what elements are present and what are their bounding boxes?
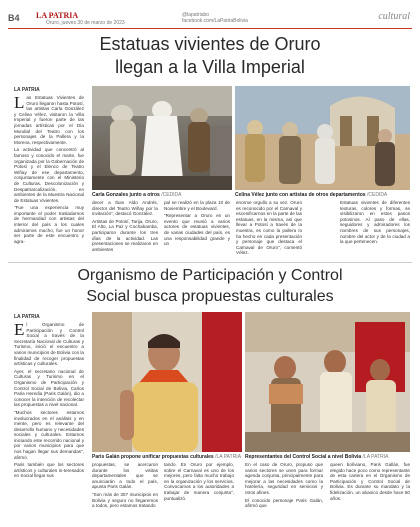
story1-col3 [164,200,230,258]
story1-kicker: LA PATRIA [14,87,40,93]
statues-photo-graphic [92,86,232,190]
story2-col1-p3: "Muchos sectores estamos involucrados en el análisis y en mente, pero es relevante del desarrollo humano y necesidades sociales y culturales. Estamos iniciando este recorrido nacional y por varios municipios para que nos hagan llegar sus demandas", afirmó. [14,409,84,460]
caption-4-text: Representantes del Control Social a nivel Bolivia [245,454,362,460]
story1-col2-p1: decer a Iban Aldo Andrés, director del Teatro Wiñay por la invitación", destacó González. [92,200,158,217]
story1-col2-p2: Artistas de Potosí, Tarija, Oruro, El Alto, La Paz y Cochabamba, participaron durante los tres días de la actividad. Las presentaciones se realizaron en ambientes [92,218,158,252]
story1-col5-p1: Estatuas vivientes de diferentes texturas, colores y formas, se visibilizaron en estos pasos potosinos. Al paso de ellas, seguidores y admiradores los nombres de sus personajes, nombre del actor y de la ciudad a la que pertenecen. [340,200,410,245]
story2-col5-p1: queen bolíviano, Paris Gallán, fue elegido hace poco como representante de esta cartera en el Organismo de Participación y Control Social de Bolivia. Es durante su mandato y la fidelización, un abanico desde hace 50 años. [330,462,410,501]
story1-col3-p1: pal se realizó en la plaza 10 de Noviembre y el Boulevard. [164,200,230,211]
story1-photo-1 [92,86,232,190]
story2-col4-p2: El conocido personaje Paris Galán, afirmó que [245,497,323,509]
issue-date: Oruro, jueves 30 de marzo de 2023 [46,20,125,26]
story1-col1-p3: "Fue una experiencia muy importante el poder trasladarnos de hermandad con artistas del interior del país a los cuales admiramos mucho, fue un honor ser parte de este encuentro y agra- [14,205,84,244]
story2-col4-p1: En el caso de Oruro, propuso que varios sectores se unen para formar agenda conjunta, principalmente para mejorar a las necesidades como la hotelería, seguridad en servicios y otros afines. [245,462,323,495]
story-separator [8,262,412,263]
story1-photo-2 [235,86,410,190]
story2-caption-1 [92,454,242,460]
story2-col1 [14,322,84,522]
story2-headline-line2: Social busca propuestas culturales [86,288,334,305]
story2-col1-p4: Paris también que los sectores artísticos y culturales in-teresados en Social llegar sus [14,462,84,479]
story1-col4-p1: enorme orgullo a su vez. Oruro es reconocido por el Carnaval y escenificarnos en la parte de las estatuas, en la misma, así que llevar a Potosí a través de la muestra, es como la pallera lo ha hecho en cada presentación y personaje que destaca el Carnaval de Oruro", comentó Vélez. [236,200,302,256]
story1-dropcap: L [14,95,25,112]
story2-dropcap: E [14,322,25,339]
story2-col5 [330,462,410,524]
caption-2-source: /CEDIDA [366,192,388,198]
social-links [182,12,248,24]
story2-headline-line1: Organismo de Participación y Control [77,267,343,284]
story1-col4 [236,200,302,258]
story1-headline [8,33,412,79]
story2-col2 [92,462,158,524]
section-name: cultural [378,11,410,22]
story2-caption-2 [245,454,410,460]
story1-col3-p2: "Representar a Oruro en un evento que reunió a varios actores de estatuas vivientes, de varias ciudades del país, es una responsabilidad grande y un [164,213,230,247]
story2-col2-p2: "Son más de 307 municipios en Bolivia y seguro no llegaremos a todos, pero estamos tratando [92,491,158,509]
social-facebook: facebook.com/LaPatriaBolivia [182,18,248,24]
control-social-group-photo-graphic [245,312,410,452]
story2-col4 [245,462,323,524]
paris-galan-photo-graphic [92,312,242,452]
caption-4-source: /LA PATRIA [362,454,389,460]
story2-col2-p1: propuestas, se acercaron durante los visitas departamentales que se anunciarán a todo el país, apunta Paris Galán. [92,462,158,490]
story1-caption-2 [235,192,410,198]
story1-col5 [340,200,410,258]
story1-col2 [92,200,158,258]
caption-2-text: Celina Vélez junto con artistas de otros departamentos [235,192,366,198]
story1-headline-line1: Estatuas vivientes de Oruro [99,34,321,54]
story2-photo-1 [92,312,242,452]
caption-1-source: /CEDIDA [161,192,182,198]
social-handle: @lapatriabo [182,12,210,18]
story2-col1-p2: Ayer, el secretario nacional de Culturas y Turismo en el Organismo de Participación y Control Social de Bolivia, Carlos Paria Heredia (Paris Galán), dio a conocer la intención de recolectar las propuestas a nivel nacional. [14,368,84,408]
story2-col3 [164,462,234,524]
story2-kicker: LA PATRIA [14,314,40,320]
story1-col1-p1: as Estatuas Vivientes de Oruro llegaron hasta Potosí, las artistas Carla González y Celina Vélez, visitaron la Villa Imperial y fueron parte de las jornadas artísticas por el Día Mundial del Teatro con los personajes de la Pallera y la Morena, respectivamente. [14,95,84,145]
statues-group-photo-graphic [235,86,410,190]
caption-1-text: Carla Gonzales junto a otros [92,192,160,198]
caption-3-source: /LA PATRIA [215,454,242,460]
story2-photo-2 [245,312,410,452]
page-number: B4 [8,13,20,23]
story2-col3-p1: tando. En Oruro por ejemplo, sobre el Carnaval es uno de los mejores, pero falta mucho trabajo en la organización y los servicios. Convocamos a los autoridades a trabajar de manera conjunta", puntualizó. [164,462,234,501]
story1-headline-line2: llegan a la Villa Imperial [115,57,305,77]
story2-headline [8,265,412,307]
story1-col1-p2: La actividad que concentró al famoso y conocido el marte, fue organizada por la Gobernación de Potosí y el Elenco de Teatro Wiñay de ese departamento, conjuntamente con el Ministerio de Culturas, Descolonización y Despatriarcalización, en ambientes de la Muestra Nacional de Estatuas Vivientes. [14,147,84,203]
newspaper-logo: LA PATRIA [36,11,79,20]
header-rule [8,28,412,29]
story2-col1-p1: l Organismo de Participación y Control Social a través de la Secretaría Nacional de Culturas y Turismo, inició el encuentro a varios municipios de Bolivia con la finalidad de recoger propuestas artísticas y culturales. [14,322,84,367]
story1-caption-1 [92,192,232,198]
caption-3-text: Paris Galán propone unificar propuestas culturales [92,454,214,460]
story1-col1 [14,95,84,265]
